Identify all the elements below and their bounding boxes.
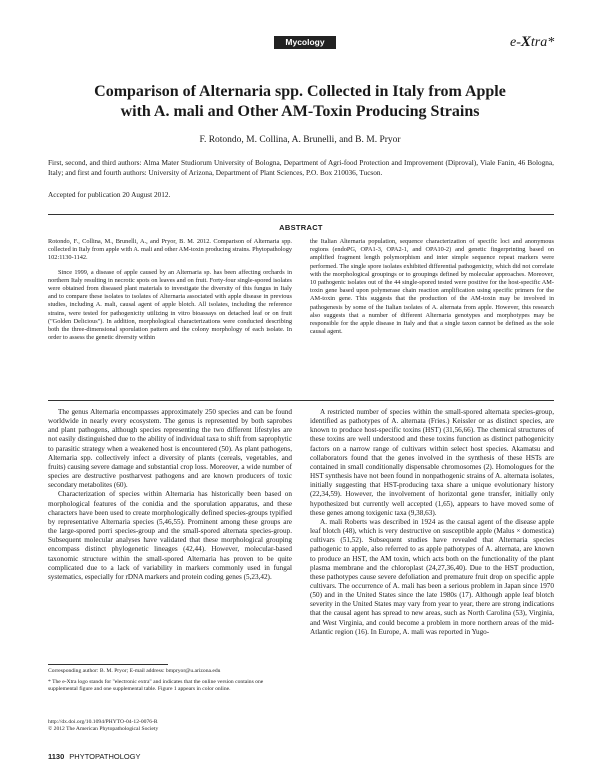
journal-name: PHYTOPATHOLOGY [69, 752, 141, 761]
extra-suffix: tra* [530, 35, 555, 50]
abstract-left-column [48, 238, 292, 348]
footnote-rule [48, 664, 168, 665]
body-paragraph-4: A. mali Roberts was described in 1924 as the causal agent of the disease apple leaf blotch (48), which is very destructive on susceptible apple (Malus × domestica) cultivars (51,52). Subsequent studies have revealed that Alternaria species pathogenic to apple, also referred to as apple pathotypes of A. alternata, are known to produce an HST, the AM toxin, which acts both on the functionality of the plant plasma membrane and the chloroplast (24,27,36,40). Due to the HST production, these pathotypes cause severe defoliation and premature fruit drop on specific apple cultivars. The occurrence of A. mali has been a serious problem in Japan since 1970 (50) and in the United States since the late 1980s (17). Although apple leaf blotch severity in the United States may vary from year to year, there are strong indications that the causal agent has spread to new areas, such as North Carolina (53), Virginia, and West Virginia, and could become a problem in more northern areas of the mid-Atlantic region (16). In Europe, A. mali was reported in Yugo- [310, 517, 554, 636]
extra-footnote: * The e-Xtra logo stands for "electronic extra" and indicates that the online version contains one supplemental figure and one supplemental table. Figure 1 appears in color online. [48, 679, 264, 693]
abstract-right-column [310, 238, 554, 342]
accepted-date: Accepted for publication 20 August 2012. [48, 190, 171, 199]
title-line-2: with A. mali and Other AM-Toxin Producing Strains [120, 103, 480, 120]
abstract-citation: Rotondo, F., Collina, M., Brunelli, A., and Pryor, B. M. 2012. Comparison of Alternaria spp. collected in Italy from apple with A. mali and other AM-toxin producing strains. Phytopathology 102:1130-1142. [48, 238, 292, 262]
extra-prefix: e- [510, 35, 521, 50]
corresponding-author: Corresponding author: B. M. Pryor; E-mail address: bmpryor@u.arizona.edu [48, 668, 221, 674]
footnotes [48, 668, 292, 698]
paper-title [60, 82, 540, 122]
abstract-paragraph-continued: the Italian Alternaria population, sequence characterization of specific loci and anonymous regions (endoPG, OPA1-3, OPA2-1, and OPA10-2) and genetic fingerprinting based on amplified fragment length polymorphism and inter simple sequence repeat markers were performed. The single spore isolates exhibited differential pathogenicity, which did not correlate with the morphological groupings or to groupings defined by molecular approaches. Moreover, 10 pathogenic isolates out of the 44 single-spored tested were positive for the host-specific AM-toxin gene based upon polymerase chain reaction amplification using specific primers for the AM-toxin gene. This suggests that the production of the AM-toxin may be involved in pathogenesis by some of the Italian isolates of A. alternata from apple. However, this research also suggests that a number of different Alternaria genotypes and morphotypes may be responsible for the apple disease in Italy and that a single taxon cannot be defined as the sole causal agent. [310, 238, 554, 336]
abstract-top-rule [48, 214, 554, 215]
abstract-paragraph: Since 1999, a disease of apple caused by an Alternaria sp. has been affecting orchards in northern Italy resulting in necrotic spots on leaves and on fruit. Forty-four single-spored isolates were obtained from diseased plant materials to investigate the diversity of this fungus in Italy and to compare these isolates to isolates of Alternaria associated with apple disease in previous studies, including A. mali, causal agent of apple blotch. All isolates, including the reference strains, were tested for pathogenicity utilizing in vitro bioassays on detached leaf or on fruit ("Golden Delicious"). In addition, morphological characterizations were conducted describing both the three-dimensional sporulation pattern and the colony morphology of each isolate. In order to assess the genetic diversity within [48, 268, 292, 342]
body-paragraph-2: Characterization of species within Alternaria has historically been based on morphological features of the conidia and the sporulation apparatus, and these characters have been used to create morphologically defined species-groups typified by representative Alternaria species (5,46,55). Prominent among these groups are the large-spored porri species-group and the small-spored alternata species-group. Subsequent molecular analyses have validated that these morphological grouping encompass distinct phylogenetic lineages (42,44). However, molecular-based taxonomic structure within the small-spored Alternaria has proven to be quite complicated due to a lack of variability in markers commonly used in fungal systematics, especially for rDNA markers and protein coding genes (5,23,42). [48, 490, 292, 581]
body-paragraph-3: A restricted number of species within the small-spored alternata species-group, identified as pathotypes of A. alternata (Fries.) Keissler or as distinct species, are known to produce host-specific toxins (HST) (31,56,66). The chemical structures of these toxins are well understood and these toxins function as distinct pathogenicity factors on a narrow range of cultivars within select host species. Akamatsu and collaborators found that the genes involved in the synthesis of these HSTs are contained in small conditionally dispensable chromosomes (2). Homologues for the HST synthesis have not been found in nonpathogenic strains of A. alternata isolates, initially suggesting that HST-producing taxa share a unique evolutionary history (22,34,59). However, the involvement of horizontal gene transfer, initially only hypothesized but currently well accepted (1,65), appears to have moved some of these genes among toxigenic taxa (9,38,63). [310, 408, 554, 517]
body-left-column [48, 408, 292, 582]
abstract-heading: ABSTRACT [279, 223, 323, 232]
copyright: © 2012 The American Phytopathological Society [48, 726, 159, 733]
body-right-column [310, 408, 554, 637]
extra-logo [510, 34, 554, 51]
page-footer [48, 752, 141, 761]
affiliation: First, second, and third authors: Alma Mater Studiorum University of Bologna, Department of Agri-food Protection and Improvement (Diproval), Viale Fanin, 46 Bologna, Italy; and first and fourth authors: University of Arizona, Department of Plant Sciences, P.O. Box 210036, Tucson. [48, 158, 554, 177]
section-badge: Mycology [274, 36, 336, 49]
abstract-bottom-rule [48, 400, 554, 401]
authors: F. Rotondo, M. Collina, A. Brunelli, and B. M. Pryor [199, 135, 401, 145]
doi-link[interactable]: http://dx.doi.org/10.1094/PHYTO-04-12-0076-R [48, 719, 158, 725]
body-paragraph-1: The genus Alternaria encompasses approximately 250 species and can be found worldwide in nearly every ecosystem. The genus is represented by both saprobes and plant pathogens, although species representing the two different lifestyles are not easily distinguished due to the ability of individual taxa to shift from saprophytic to parasitic strategy when a weakened host is encountered (50). As plant pathogens, Alternaria spp. collectively infect a diversity of plants (cereals, vegetables, and fruits) causing severe damage and substantial crop loss. Moreover, a wide number of species are destructive postharvest pathogens and are known producers of toxic secondary metabolites (60). [48, 408, 292, 490]
extra-x: X [520, 34, 531, 50]
doi-block [48, 719, 292, 734]
title-line-1: Comparison of Alternaria spp. Collected in Italy from Apple [94, 83, 506, 100]
page-number: 1130 [48, 752, 65, 761]
